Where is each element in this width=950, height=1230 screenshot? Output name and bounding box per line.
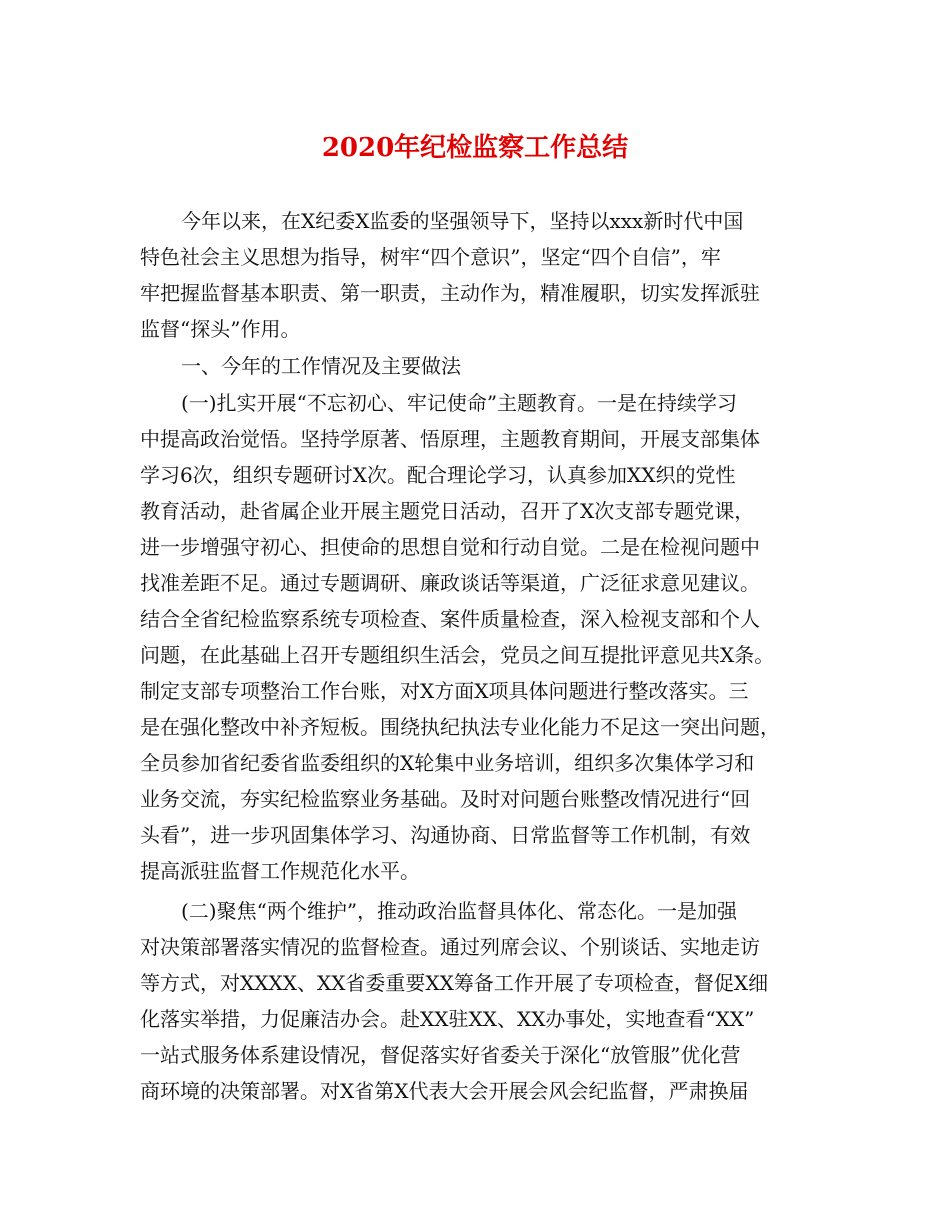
text-line: 制定支部专项整治工作台账，对X方面X项具体问题进行整改落实。三	[140, 679, 749, 703]
paragraph-political-supervision	[140, 893, 818, 1109]
section-heading: 一、今年的工作情况及主要做法	[181, 354, 461, 378]
text-line: 找准差距不足。通过专题调研、廉政谈话等渠道，广泛征求意见建议。	[140, 571, 760, 595]
text-line: (二)聚焦“两个维护”，推动政治监督具体化、常态化。一是加强	[181, 899, 738, 923]
text-line: 商环境的决策部署。对X省第X代表大会开展会风会纪监督，严肃换届	[140, 1079, 749, 1103]
text-line: 结合全省纪检监察系统专项检查、案件质量检查，深入检视支部和个人	[140, 607, 760, 631]
text-line: 特色社会主义思想为指导，树牢“四个意识”，坚定“四个自信”，牢	[140, 245, 721, 269]
text-line: 今年以来，在X纪委X监委的坚强领导下，坚持以xxx新时代中国	[181, 209, 744, 233]
text-line: 进一步增强守初心、担使命的思想自觉和行动自觉。二是在检视问题中	[140, 535, 760, 559]
text-line: 中提高政治觉悟。坚持学原著、悟原理，主题教育期间，开展支部集体	[140, 427, 760, 451]
text-line: 头看”，进一步巩固集体学习、沟通协商、日常监督等工作机制，有效	[140, 823, 751, 847]
document-title: 2020年纪检监察工作总结	[321, 133, 629, 163]
text-line: 提高派驻监督工作规范化水平。	[140, 859, 420, 883]
text-line: 化落实举措，力促廉洁办会。赴XX驻XX、XX办事处，实地查看“XX”	[140, 1007, 755, 1031]
text-line: 等方式，对XXXX、XX省委重要XX筹备工作开展了专项检查，督促X细	[140, 971, 769, 995]
text-line: 是在强化整改中补齐短板。围绕执纪执法专业化能力不足这一突出问题，	[140, 715, 780, 739]
document-body	[140, 203, 818, 1109]
text-line: 牢把握监督基本职责、第一职责，主动作为，精准履职，切实发挥派驻	[140, 281, 760, 305]
text-line: 全员参加省纪委省监委组织的X轮集中业务培训，组织多次集体学习和	[140, 751, 755, 775]
intro-paragraph	[140, 203, 818, 347]
text-line: (一)扎实开展“不忘初心、牢记使命”主题教育。一是在持续学习	[181, 391, 738, 415]
text-line: 问题，在此基础上召开专题组织生活会，党员之间互提批评意见共X条。	[140, 643, 775, 667]
text-line: 对决策部署落实情况的监督检查。通过列席会议、个别谈话、实地走访	[140, 935, 760, 959]
text-line: 业务交流，夯实纪检监察业务基础。及时对问题台账整改情况进行“回	[140, 787, 751, 811]
paragraph-theme-education	[140, 385, 818, 889]
text-line: 监督“探头”作用。	[140, 317, 301, 341]
text-line: 一站式服务体系建设情况，督促落实好省委关于深化“放管服”优化营	[140, 1043, 741, 1067]
text-line: 学习6次，组织专题研讨X次。配合理论学习，认真参加XX织的党性	[140, 463, 736, 487]
text-line: 教育活动，赴省属企业开展主题党日活动，召开了X次支部专题党课，	[140, 499, 755, 523]
